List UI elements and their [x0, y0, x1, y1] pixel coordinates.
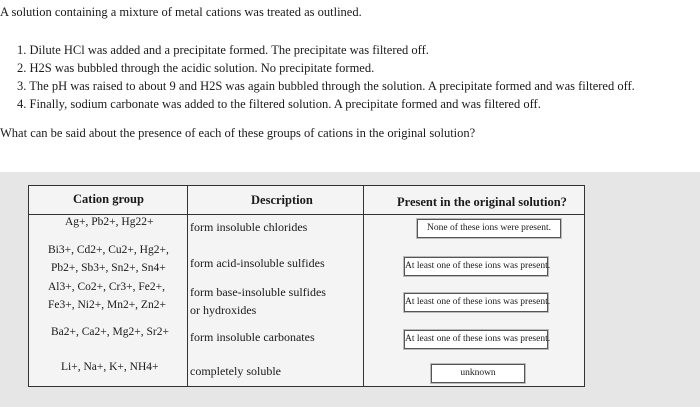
row-3-cations-line-1: Al3+, Co2+, Cr3+, Fe2+, [48, 281, 165, 293]
row-5-answer-dropdown[interactable]: unknown [431, 364, 525, 383]
step-4 [17, 98, 541, 111]
step-3-text: 3. The pH was raised to about 9 and H2S was again bubbled through the solution. A precipitate formed and was filtered off. [17, 79, 635, 93]
row-2-answer-dropdown[interactable]: At least one of these ions was present. [404, 257, 548, 276]
table-divider [29, 214, 584, 215]
step-1-text: 1. Dilute HCl was added and a precipitate formed. The precipitate was filtered off. [17, 43, 429, 57]
question-text [0, 0, 700, 150]
row-3-description-line-2: or hydroxides [190, 303, 257, 317]
row-2-cations-line-2: Pb2+, Sb3+, Sn2+, Sn4+ [51, 262, 166, 274]
table-divider [187, 186, 188, 386]
row-4-answer-dropdown[interactable]: At least one of these ions was present. [404, 330, 548, 349]
row-1-description: form insoluble chlorides [190, 220, 308, 234]
row-1-answer-dropdown[interactable]: None of these ions were present. [417, 219, 561, 238]
row-2-cations-line-1: Bi3+, Cd2+, Cu2+, Hg2+, [48, 244, 169, 256]
question-intro: A solution containing a mixture of metal cations was treated as outlined. [0, 5, 362, 19]
cation-table [28, 185, 585, 387]
row-5-description: completely soluble [190, 364, 281, 378]
row-2-description: form acid-insoluble sulfides [190, 256, 325, 270]
table-divider [363, 186, 364, 386]
step-1 [17, 44, 429, 57]
step-4-text: 4. Finally, sodium carbonate was added to the filtered solution. A precipitate formed and was filtered off. [17, 97, 541, 111]
row-4-description: form insoluble carbonates [190, 330, 315, 344]
row-5-cations: Li+, Na+, K+, NH4+ [61, 361, 159, 373]
row-4-cations: Ba2+, Ca2+, Mg2+, Sr2+ [51, 326, 169, 338]
step-2 [17, 62, 374, 75]
row-3-description-line-1: form base-insoluble sulfides [190, 285, 326, 299]
header-description: Description [251, 193, 313, 207]
row-1-cations: Ag+, Pb2+, Hg22+ [65, 216, 154, 228]
header-present: Present in the original solution? [397, 195, 567, 209]
row-3-cations-line-2: Fe3+, Ni2+, Mn2+, Zn2+ [48, 299, 166, 311]
header-cation-group: Cation group [73, 192, 144, 206]
step-2-text: 2. H2S was bubbled through the acidic solution. No precipitate formed. [17, 61, 375, 75]
step-3 [17, 80, 635, 93]
row-3-answer-dropdown[interactable]: At least one of these ions was present. [404, 293, 548, 312]
question-prompt: What can be said about the presence of each of these groups of cations in the original solution? [0, 126, 476, 140]
